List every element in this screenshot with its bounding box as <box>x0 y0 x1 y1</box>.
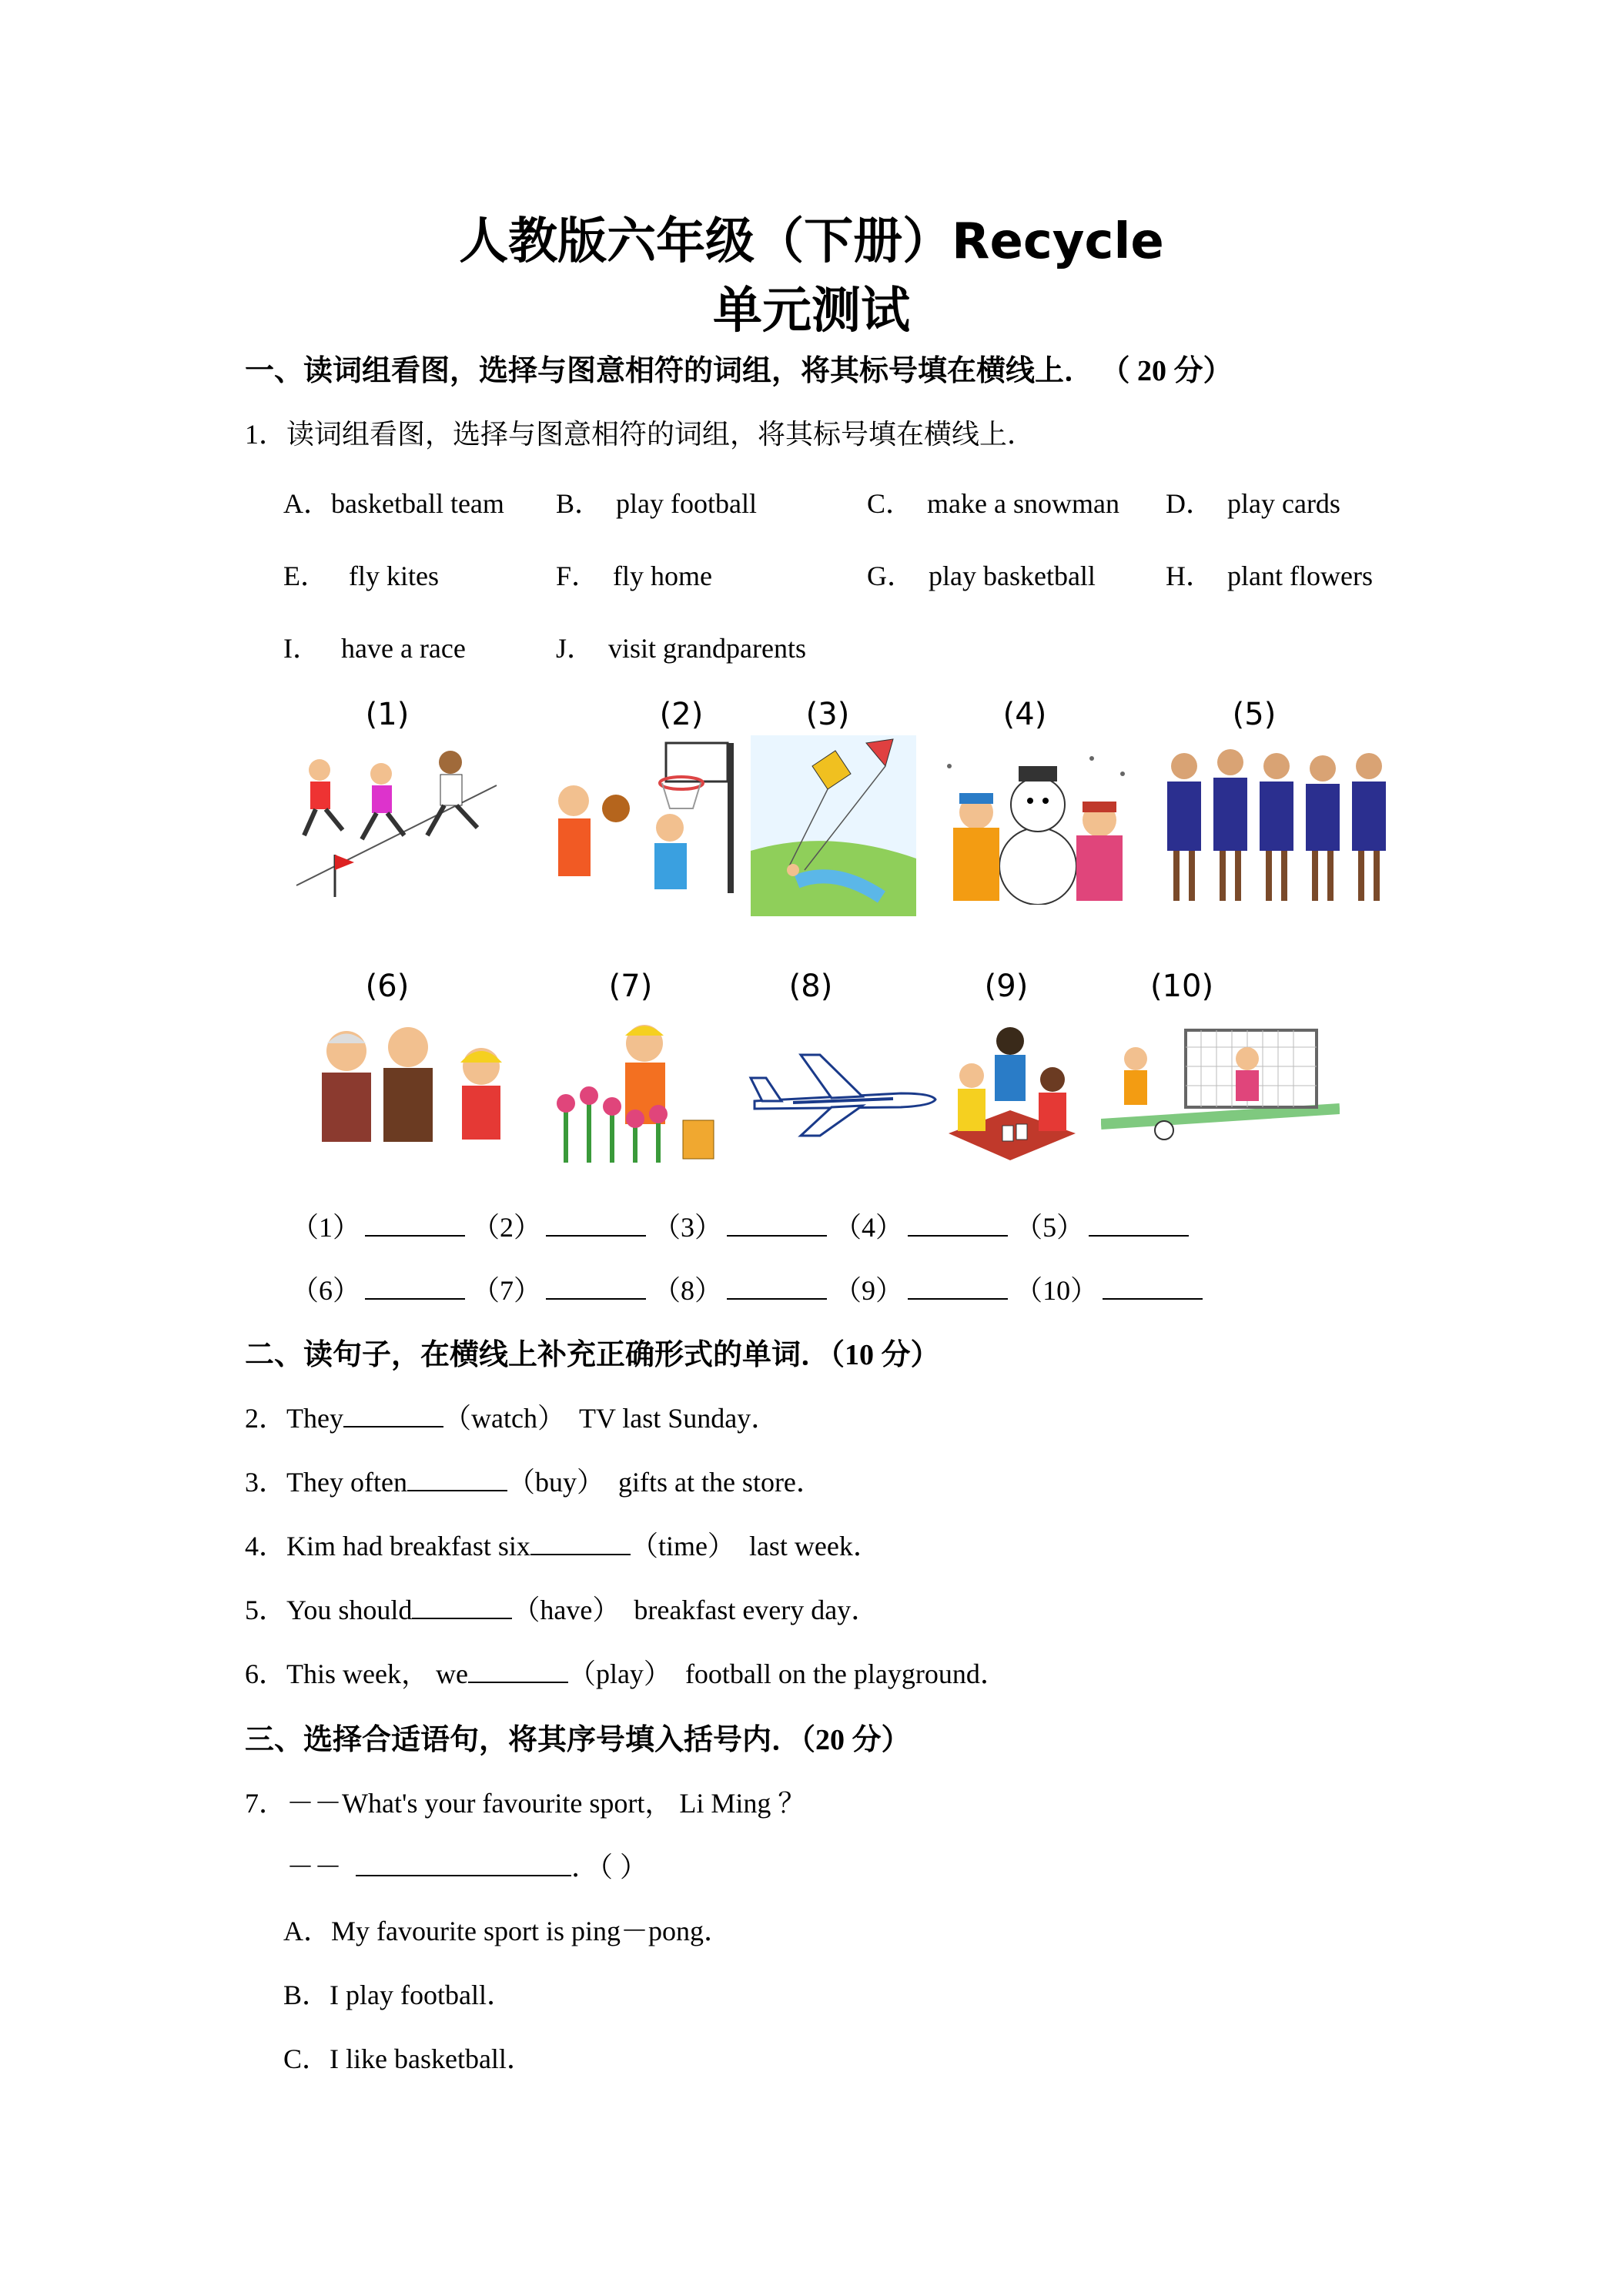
answer-blank-1[interactable] <box>365 1210 465 1237</box>
q7-choice-b: B．I play football． <box>283 1980 514 2010</box>
picture-label-9: (9) <box>984 969 1029 1004</box>
section2-header: 二、读句子，在横线上补充正确形式的单词．（10 分） <box>245 1339 940 1371</box>
q7-answer-line: －－ ．（ ） <box>286 1852 648 1883</box>
option-j: J． visit grandparents <box>556 633 806 664</box>
answer-blank-6[interactable] <box>365 1274 465 1300</box>
fill-blank-4[interactable] <box>530 1531 631 1555</box>
option-e: E． fly kites <box>283 561 439 591</box>
option-i: I． have a race <box>283 633 466 664</box>
sentence-5: 5．You should （have） breakfast every day． <box>245 1595 879 1625</box>
picture-label-2: (2) <box>659 697 704 732</box>
section1-header: 一、读词组看图，选择与图意相符的词组，将其标号填在横线上． （ 20 分） <box>245 355 1233 387</box>
picture-snowman <box>938 751 1138 905</box>
answer-blank-4[interactable] <box>908 1210 1008 1237</box>
picture-football <box>1101 1024 1340 1147</box>
fill-blank-5[interactable] <box>412 1595 512 1619</box>
picture-label-5: (5) <box>1232 697 1277 732</box>
picture-kites <box>751 735 916 916</box>
answer-row-1: （1） （2） （3） （4） （5） <box>291 1206 1189 1245</box>
picture-basketball <box>543 735 751 897</box>
fill-blank-2[interactable] <box>343 1403 443 1427</box>
answer-blank-10[interactable] <box>1103 1274 1203 1300</box>
sentence-6: 6．This week， we （play） football on the playground． <box>245 1658 1008 1689</box>
q7-question: 7．－－What's your favourite sport， Li Ming ？ <box>245 1788 806 1819</box>
picture-label-4: (4) <box>1002 697 1047 732</box>
q7-answer-blank[interactable] <box>356 1852 571 1876</box>
picture-grandparents <box>308 1020 516 1143</box>
sentence-3: 3．They often （buy） gifts at the store． <box>245 1467 824 1498</box>
option-g: G． play basketball <box>867 561 1096 591</box>
option-d: D． play cards <box>1166 488 1340 519</box>
picture-airplane <box>747 1047 939 1140</box>
sentence-2: 2．They （watch） TV last Sunday． <box>245 1403 779 1434</box>
title-line-1: 人教版六年级（下册）Recycle <box>459 213 1164 270</box>
option-c: C． make a snowman <box>867 488 1119 519</box>
fill-blank-6[interactable] <box>468 1658 568 1683</box>
answer-row-2: （6） （7） （8） （9） （10） <box>291 1269 1203 1308</box>
option-a: A．basketball team <box>283 488 504 519</box>
answer-blank-5[interactable] <box>1089 1210 1189 1237</box>
answer-blank-2[interactable] <box>546 1210 646 1237</box>
answer-blank-9[interactable] <box>908 1274 1008 1300</box>
picture-label-10: (10) <box>1149 969 1214 1004</box>
option-h: H． plant flowers <box>1166 561 1373 591</box>
picture-label-1: (1) <box>365 697 410 732</box>
picture-label-8: (8) <box>788 969 833 1004</box>
picture-label-6: (6) <box>365 969 410 1004</box>
title-line-2: 单元测试 <box>713 283 910 340</box>
q1-prompt: 1．读词组看图，选择与图意相符的词组，将其标号填在横线上． <box>245 419 1036 450</box>
picture-label-7: (7) <box>608 969 653 1004</box>
picture-play-cards <box>941 1018 1079 1164</box>
picture-plant-flowers <box>548 1012 725 1166</box>
answer-blank-8[interactable] <box>727 1274 827 1300</box>
fill-blank-3[interactable] <box>407 1467 507 1491</box>
option-f: F． fly home <box>556 561 713 591</box>
answer-blank-3[interactable] <box>727 1210 827 1237</box>
sentence-4: 4．Kim had breakfast six （time） last week． <box>245 1531 881 1561</box>
picture-label-3: (3) <box>805 697 850 732</box>
picture-race <box>281 739 504 901</box>
q7-choice-a: A．My favourite sport is ping－pong． <box>283 1916 731 1946</box>
section3-header: 三、选择合适语句，将其序号填入括号内．（20 分） <box>245 1724 911 1756</box>
answer-blank-7[interactable] <box>546 1274 646 1300</box>
option-b: B． play football <box>556 488 757 519</box>
picture-basketball-team <box>1161 747 1400 909</box>
q7-choice-c: C．I like basketball． <box>283 2043 534 2074</box>
